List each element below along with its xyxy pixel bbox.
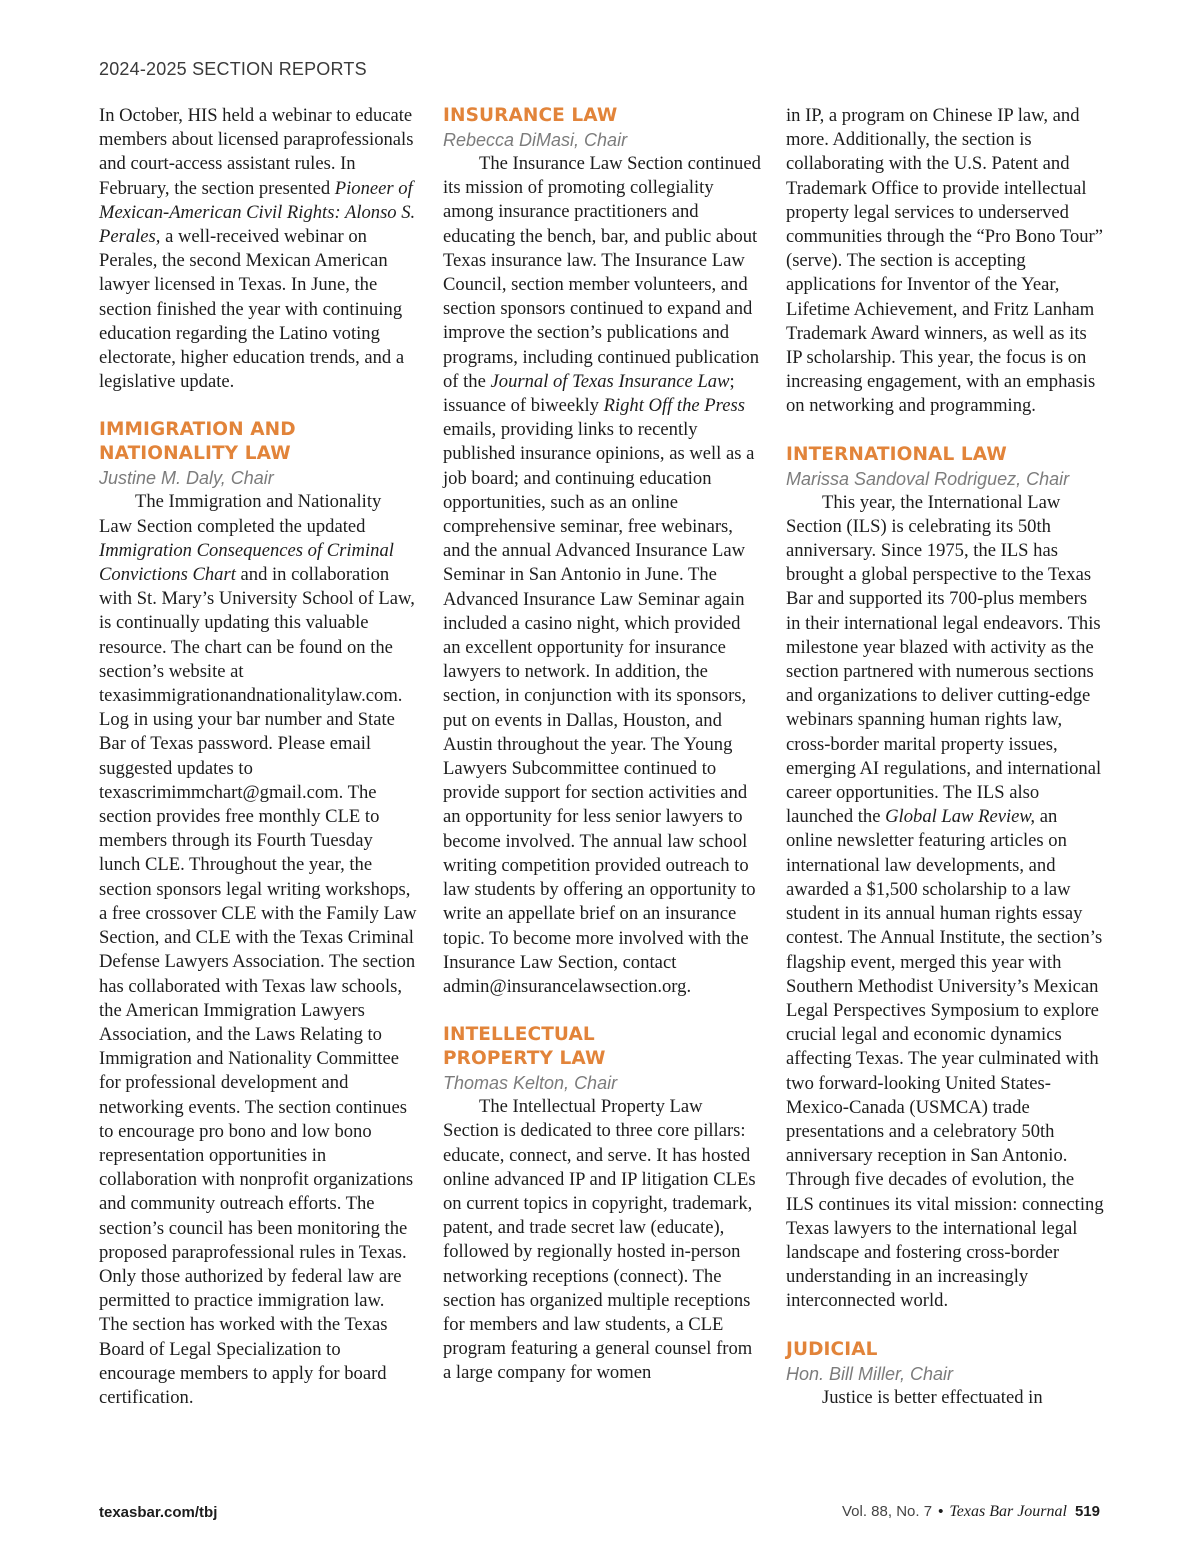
ip-continued-paragraph: in IP, a program on Chinese IP law, and more. Additionally, the section is collaborating with the U.S. Patent and Trademark Office to provide intellectual property legal services to underserved communities through the “Pro Bono Tour” (serve). The section is accepting applications for Inventor of the Year, Lifetime Achievement, and Fritz Lanham Trademark Award winners, as well as its IP scholarship. This year, the focus is on increasing engagement, with an emphasis on networking and programming. — [786, 105, 1103, 417]
immigration-heading — [99, 418, 417, 466]
insurance-chair: Rebecca DiMasi, Chair — [443, 130, 628, 150]
judicial-body: Justice is better effectuated in — [822, 1386, 1043, 1408]
ip-chair: Thomas Kelton, Chair — [443, 1073, 618, 1094]
immigration-body: The Immigration and Nationality Law Section completed the updated Immigration Consequences of Criminal Convictions Chart and in collaboration with St. Mary’s University School of Law, is continually updating this valuable resource. The chart can be found on the section’s website at texasimmigrationandnationalitylaw.com. Log in using your bar number and State Bar of Texas password. Please email suggested updates to texascrimimmchart@gmail.com. The section provides free monthly CLE to members through its Fourth Tuesday lunch CLE. Throughout the year, the section sponsors legal writing workshops, a free crossover CLE with the Family Law Section, and CLE with the Texas Criminal Defense Lawyers Association. The section has collaborated with Texas law schools, the American Immigration Lawyers Association, and the Laws Relating to Immigration and Nationality Committee for professional development and networking events. The section continues to encourage pro bono and low bono representation opportunities in collaboration with nonprofit organizations and community outreach efforts. The section’s council has been monitoring the proposed paraprofessional rules in Texas. Only those authorized by federal law are permitted to practice immigration law. The section has worked with the Texas Board of Legal Specialization to encourage members to apply for board certification. — [99, 491, 417, 1408]
column-2 — [443, 104, 761, 1386]
insurance-heading: INSURANCE LAW — [443, 105, 618, 126]
his-intro-paragraph: In October, HIS held a webinar to educate members about licensed paraprofessionals and court-access assistant rules. In February, the section presented Pioneer of Mexican-American Civil Rights: Alonso S. Perales, a well-received webinar on Perales, the second Mexican American lawyer licensed in Texas. In June, the section finished the year with continuing education regarding the Latino voting electorate, higher education trends, and a legislative update. — [99, 105, 416, 393]
footer-website: texasbar.com/tbj — [99, 1504, 218, 1521]
running-head: 2024-2025 SECTION REPORTS — [99, 59, 367, 79]
italic-title: Pioneer of Mexican-American Civil Rights: Alonso S. Perales, — [99, 177, 416, 248]
footer-bullet: • — [938, 1503, 944, 1520]
ip-heading-line-1: INTELLECTUAL — [443, 1024, 595, 1046]
judicial-chair: Hon. Bill Miller, Chair — [786, 1363, 954, 1384]
column-1 — [99, 104, 417, 1410]
international-body: This year, the International Law Section (ILS) is celebrating its 50th anniversary. Since 1975, the ILS has brought a global perspective to the Texas Bar and supported its 700-plus members in their international legal endeavors. This milestone year blazed with activity as the section partnered with numerous sections and organizations to deliver cutting-edge webinars spanning human rights law, cross-border marital property issues, emerging AI regulations, and international career opportunities. The ILS also launched the Global Law Review, an online newsletter featuring articles on international law developments, and awarded a $1,500 scholarship to a law student in its annual human rights essay contest. The Annual Institute, the section’s flagship event, merged this year with Southern Methodist University’s Mexican Legal Perspectives Symposium to explore crucial legal and economic dynamics affecting Texas. The year culminated with two forward-looking United States-Mexico-Canada (USMCA) trade presentations and a celebratory 50th anniversary reception in San Antonio. Through five decades of evolution, the ILS continues its vital mission: connecting Texas lawyers to the international legal landscape and fostering cross-border understanding in an increasingly interconnected world. — [786, 491, 1104, 1312]
italic-title: Global Law Review, — [885, 806, 1036, 828]
immigration-heading-line-1: IMMIGRATION AND — [99, 419, 296, 441]
immigration-chair: Justine M. Daly, Chair — [99, 468, 274, 489]
column-3 — [786, 104, 1104, 1410]
international-chair: Marissa Sandoval Rodriguez, Chair — [786, 468, 1070, 489]
insurance-body: The Insurance Law Section continued its mission of promoting collegiality among insurance practitioners and educating the bench, bar, and public about Texas insurance law. The Insurance Law Council, section member volunteers, and section sponsors continued to expand and improve the section’s publications and programs, including continued publication of the Journal of Texas Insurance Law; issuance of biweekly Right Off the Press emails, providing links to recently published insurance opinions, as well as a job board; and continuing education opportunities, such as an online comprehensive seminar, free webinars, and the annual Advanced Insurance Law Seminar in San Antonio in June. The Advanced Insurance Law Seminar again included a casino night, which provided an excellent opportunity for insurance lawyers to network. In addition, the section, in conjunction with its sponsors, put on events in Dallas, Houston, and Austin throughout the year. The Young Lawyers Subcommittee continued to provide support for section activities and an opportunity for less senior lawyers to become involved. The annual law school writing competition provided outreach to law students by offering an opportunity to write an appellate brief on an insurance topic. To become more involved with the Insurance Law Section, contact admin@insurancelawsection.org. — [443, 153, 761, 997]
ip-heading — [443, 1023, 761, 1071]
footer-volume: Vol. 88, No. 7 — [842, 1503, 933, 1520]
italic-title: Right Off the Press — [603, 395, 745, 417]
footer-folio — [842, 1503, 1100, 1521]
immigration-heading-line-2: NATIONALITY LAW — [99, 443, 291, 465]
judicial-heading: JUDICIAL — [786, 1338, 878, 1360]
italic-title: Immigration Consequences of Criminal Convictions Chart — [99, 539, 394, 586]
footer-page-number: 519 — [1074, 1503, 1100, 1520]
italic-title: Journal of Texas Insurance Law — [490, 370, 730, 392]
ip-heading-line-2: PROPERTY LAW — [443, 1048, 606, 1070]
footer-journal-name: Texas Bar Journal — [949, 1503, 1067, 1520]
international-heading: INTERNATIONAL LAW — [786, 443, 1007, 465]
ip-body: The Intellectual Property Law Section is dedicated to three core pillars: educate, connect, and serve. It has hosted online advanced IP and IP litigation CLEs on current topics in copyright, trademark, patent, and trade secret law (educate), followed by regionally hosted in-person networking receptions (connect). The section has organized multiple receptions for members and law students, a CLE program featuring a general counsel from a large company for women — [443, 1096, 756, 1384]
